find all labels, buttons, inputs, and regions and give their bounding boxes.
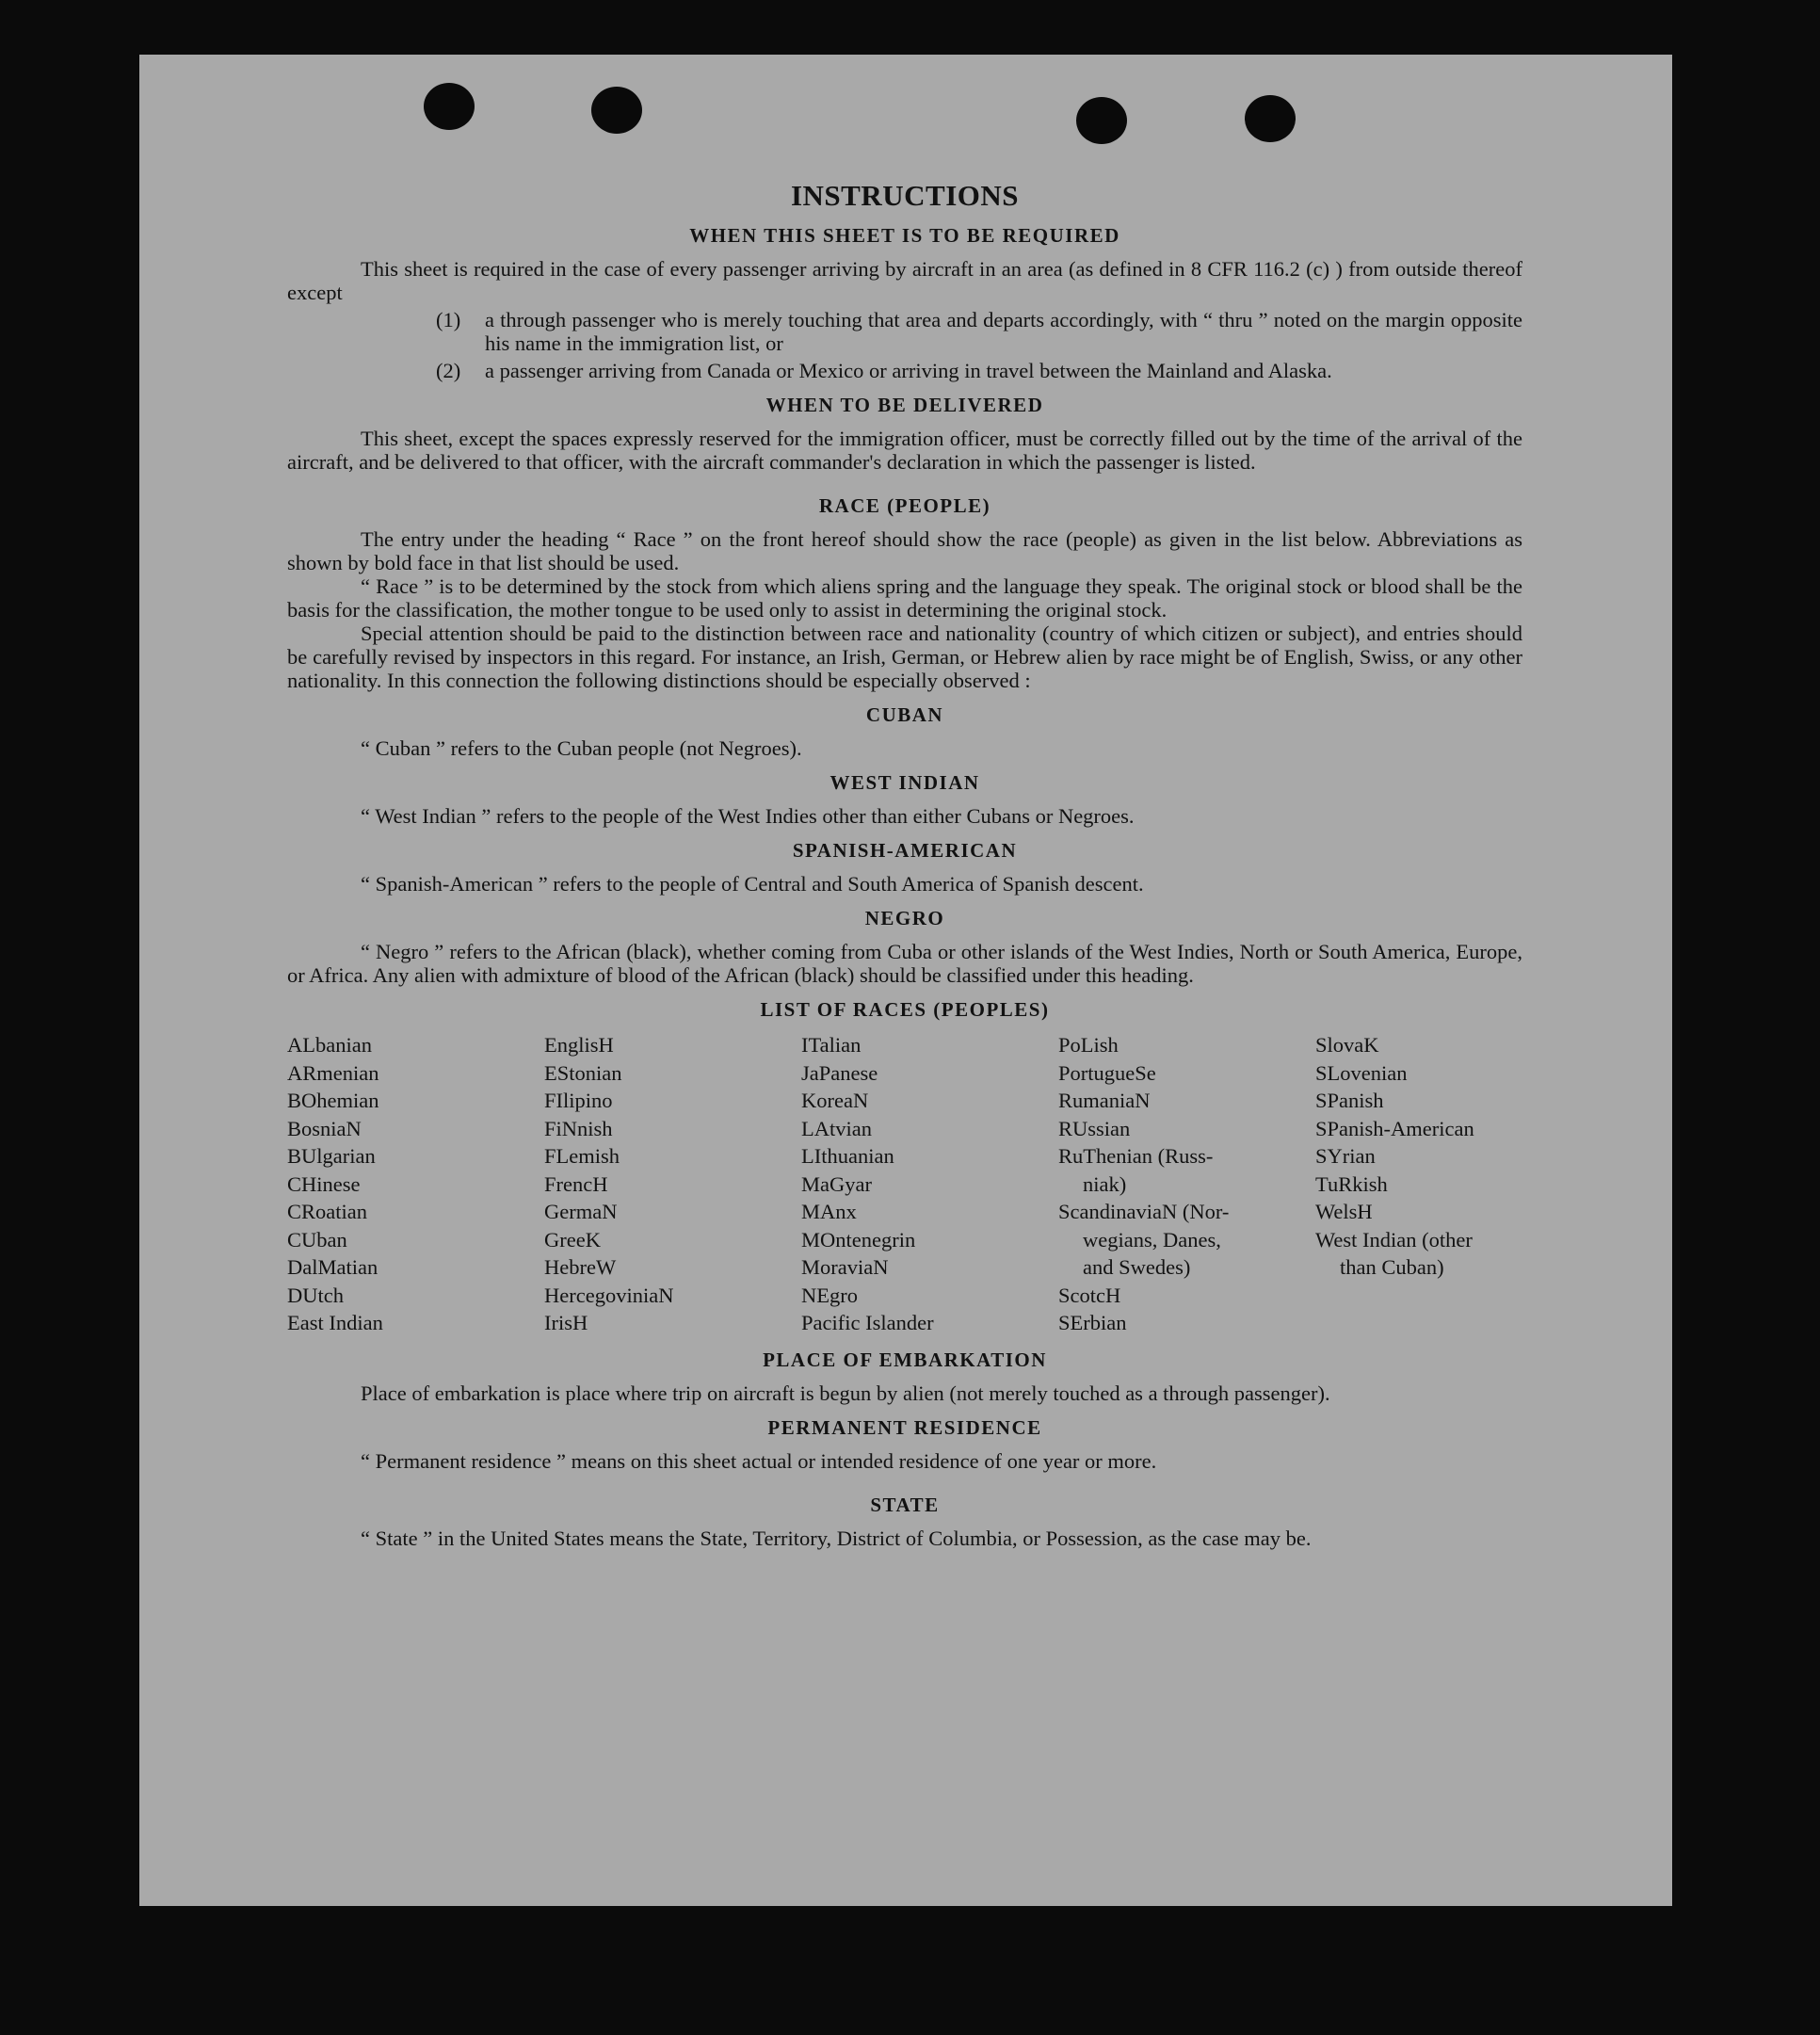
- section-heading-delivered: WHEN TO BE DELIVERED: [765, 394, 1044, 416]
- race-entry: SlovaK: [1315, 1033, 1379, 1057]
- race-entry: FiNnish: [544, 1116, 613, 1140]
- instructions-content: [287, 179, 1522, 1550]
- race-entry: LAtvian: [801, 1116, 872, 1140]
- punch-hole: [1245, 95, 1296, 142]
- race-entry: BosniaN: [287, 1116, 362, 1140]
- page-title: INSTRUCTIONS: [790, 179, 1019, 212]
- race-entry: IrisH: [544, 1311, 588, 1334]
- race-entry-continued: niak): [1083, 1171, 1127, 1196]
- paragraph-spanish-american: “ Spanish-American ” refers to the people of Central and South America of Spanish descent.: [361, 872, 1144, 896]
- race-entry: FLemish: [544, 1144, 620, 1168]
- section-heading-list-of-races: LIST OF RACES (PEOPLES): [760, 998, 1050, 1021]
- paragraph-west-indian: “ West Indian ” refers to the people of the West Indies other than either Cubans or Negroes.: [361, 804, 1135, 828]
- races-column: [1315, 1031, 1522, 1337]
- section-heading-cuban: CUBAN: [865, 703, 944, 726]
- paragraph-cuban: “ Cuban ” refers to the Cuban people (not Negroes).: [361, 736, 802, 760]
- item-number: (2): [436, 359, 461, 382]
- punch-hole: [1076, 97, 1127, 144]
- section-heading-required: WHEN THIS SHEET IS TO BE REQUIRED: [689, 224, 1120, 247]
- document-page: [139, 55, 1672, 1906]
- item-text: a through passenger who is merely touching that area and departs accordingly, with “ thru ” noted on the margin opposite his name in the immigration list, or: [485, 308, 1522, 355]
- race-entry: ITalian: [801, 1033, 862, 1057]
- list-item: [287, 308, 1522, 355]
- race-entry: GreeK: [544, 1227, 601, 1252]
- race-entry: RUssian: [1058, 1116, 1131, 1140]
- race-entry: CHinese: [287, 1171, 361, 1196]
- race-entry: BUlgarian: [287, 1144, 376, 1168]
- paragraph-embarkation: Place of embarkation is place where trip on aircraft is begun by alien (not merely touched as a through passenger).: [361, 1381, 1330, 1405]
- races-list: [287, 1031, 1522, 1337]
- race-entry: DUtch: [287, 1283, 344, 1307]
- race-entry: PortugueSe: [1058, 1060, 1156, 1085]
- race-entry: SPanish: [1315, 1089, 1384, 1112]
- paragraph-negro: “ Negro ” refers to the African (black), whether coming from Cuba or other islands of the West Indies, North or South America, Europe, or Africa. Any alien with admixture of blood of the African (black) should be classified under this heading.: [287, 940, 1522, 987]
- section-heading-race: RACE (PEOPLE): [818, 494, 991, 517]
- paragraph-residence: “ Permanent residence ” means on this sheet actual or intended residence of one year or more.: [361, 1448, 1157, 1473]
- race-entry: ALbanian: [287, 1033, 372, 1057]
- section-heading-embarkation: PLACE OF EMBARKATION: [763, 1348, 1047, 1371]
- race-entry: HebreW: [544, 1255, 617, 1279]
- race-entry-continued: than Cuban): [1340, 1255, 1444, 1279]
- paragraph-state: “ State ” in the United States means the State, Territory, District of Columbia, or Possession, as the case may be.: [361, 1526, 1312, 1550]
- races-column: [1058, 1031, 1315, 1337]
- race-entry: SPanish-American: [1315, 1116, 1474, 1140]
- race-entry: TuRkish: [1315, 1171, 1388, 1196]
- race-entry: EStonian: [544, 1060, 622, 1085]
- race-entry: EnglisH: [544, 1033, 614, 1057]
- race-entry: ARmenian: [287, 1060, 379, 1085]
- section-heading-spanish-american: SPANISH-AMERICAN: [792, 839, 1018, 862]
- race-entry: MOntenegrin: [801, 1227, 916, 1252]
- race-entry: LIthuanian: [801, 1144, 894, 1168]
- race-entry: CUban: [287, 1227, 347, 1252]
- race-entry: DalMatian: [287, 1255, 378, 1279]
- section-heading-west-indian: WEST INDIAN: [829, 771, 980, 794]
- race-entry: NEgro: [801, 1283, 858, 1307]
- race-entry-continued: and Swedes): [1083, 1255, 1191, 1279]
- race-entry: FrencH: [544, 1171, 608, 1196]
- race-entry: East Indian: [287, 1311, 383, 1334]
- race-entry: MoraviaN: [801, 1255, 889, 1279]
- race-entry: PoLish: [1058, 1033, 1119, 1057]
- races-column: [801, 1031, 1058, 1337]
- punch-hole: [424, 83, 475, 130]
- races-column: [544, 1031, 801, 1337]
- race-entry: BOhemian: [287, 1089, 379, 1112]
- section-heading-negro: NEGRO: [864, 907, 945, 929]
- race-entry: KoreaN: [801, 1089, 869, 1112]
- race-entry: SLovenian: [1315, 1060, 1408, 1085]
- punch-hole: [591, 87, 642, 134]
- race-entry: RumaniaN: [1058, 1089, 1151, 1112]
- race-entry: RuThenian (Russ-: [1058, 1144, 1214, 1168]
- race-entry: FIlipino: [544, 1089, 613, 1112]
- paragraph-delivered: This sheet, except the spaces expressly reserved for the immigration officer, must be correctly filled out by the time of the arrival of the aircraft, and be delivered to that officer, with the aircraft commander's declaration in which the passenger is listed.: [287, 427, 1522, 474]
- paragraph-race-3: Special attention should be paid to the distinction between race and nationality (country of which citizen or subject), and entries should be carefully revised by inspectors in this regard. For instance, an Irish, German, or Hebrew alien by race might be of English, Swiss, or any other nationality. In this connection the following distinctions should be especially observed :: [287, 622, 1522, 692]
- race-entry: CRoatian: [287, 1200, 367, 1223]
- race-entry: GermaN: [544, 1200, 618, 1223]
- race-entry: HercegoviniaN: [544, 1283, 674, 1307]
- race-entry: MaGyar: [801, 1171, 872, 1196]
- paragraph-race-1: The entry under the heading “ Race ” on the front hereof should show the race (people) as given in the list below. Abbreviations as shown by bold face in that list should be used.: [287, 527, 1522, 574]
- section-heading-residence: PERMANENT RESIDENCE: [767, 1415, 1042, 1439]
- race-entry: MAnx: [801, 1200, 857, 1223]
- item-text: a passenger arriving from Canada or Mexico or arriving in travel between the Mainland and Alaska.: [485, 359, 1332, 382]
- race-entry-continued: wegians, Danes,: [1083, 1227, 1221, 1252]
- race-entry: WelsH: [1315, 1200, 1373, 1223]
- paragraph-race-2: “ Race ” is to be determined by the stock from which aliens spring and the language they speak. The original stock or blood shall be the basis for the classification, the mother tongue to be used only to assist in determining the original stock.: [287, 574, 1522, 622]
- paragraph-required-intro: This sheet is required in the case of every passenger arriving by aircraft in an area (as defined in 8 CFR 116.2 (c) ) from outside thereof except: [287, 257, 1522, 304]
- section-heading-state: STATE: [870, 1493, 940, 1516]
- race-entry: Pacific Islander: [801, 1311, 934, 1334]
- race-entry: West Indian (other: [1315, 1227, 1473, 1252]
- item-number: (1): [436, 308, 461, 331]
- race-entry: ScandinaviaN (Nor-: [1058, 1200, 1230, 1223]
- list-item: [287, 359, 1522, 382]
- races-column: [287, 1031, 544, 1337]
- race-entry: SErbian: [1058, 1311, 1127, 1334]
- race-entry: SYrian: [1315, 1144, 1376, 1168]
- race-entry: JaPanese: [801, 1060, 878, 1085]
- race-entry: ScotcH: [1058, 1283, 1121, 1307]
